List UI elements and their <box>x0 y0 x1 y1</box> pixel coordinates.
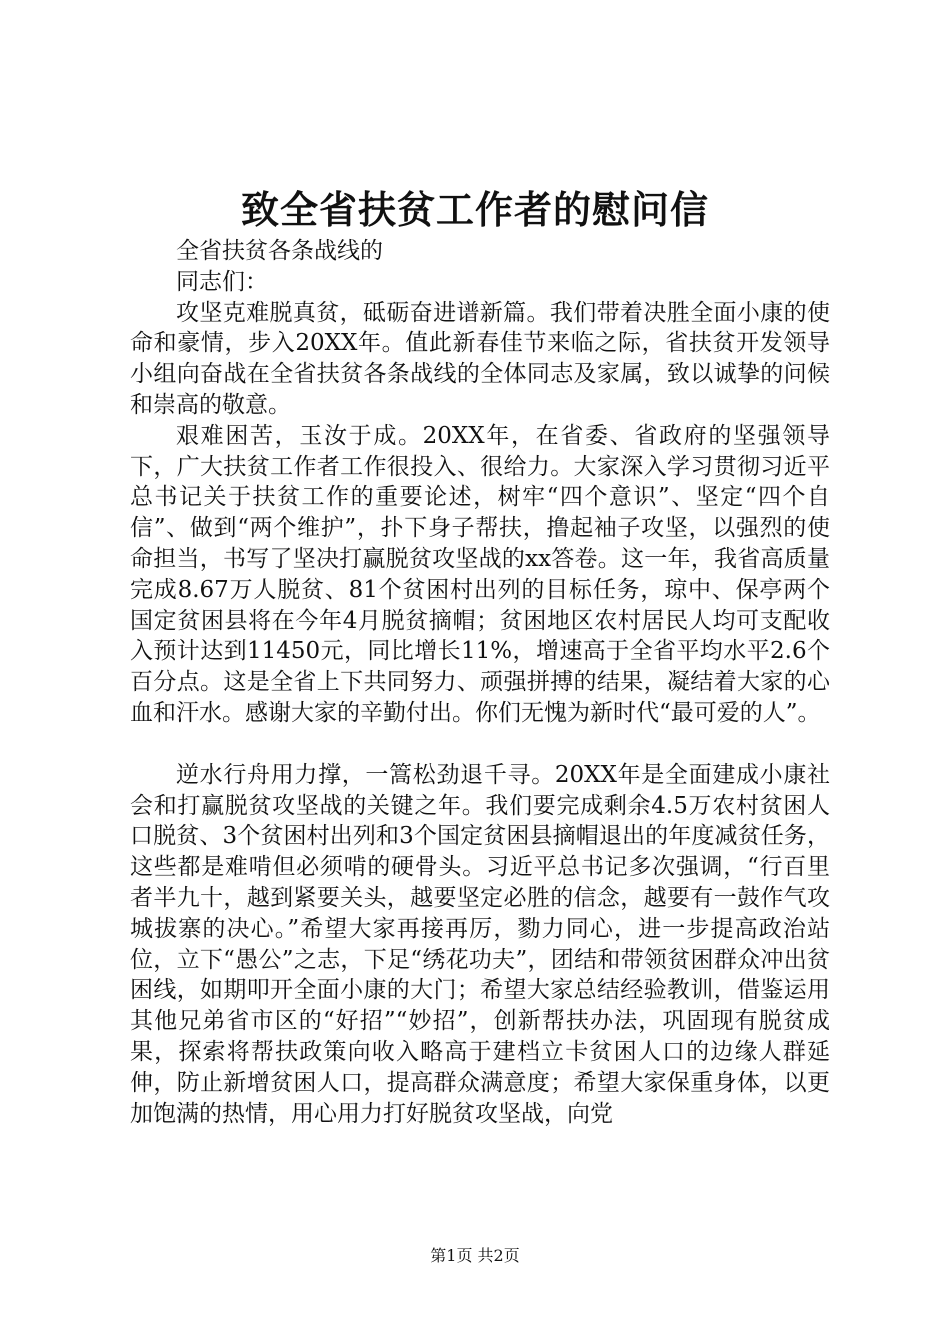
page-footer: 第1页 共2页 <box>430 1246 520 1265</box>
paragraph-1: 攻坚克难脱真贫，砥砺奋进谱新篇。我们带着决胜全面小康的使命和豪情，步入20XX年。值此新春佳节来临之际，省扶贫开发领导小组向奋战在全省扶贫各条战线的全体同志及家属，致以诚挚的问候和崇高的敬意。 <box>130 299 830 418</box>
letter-body <box>130 236 830 1129</box>
paragraph-2: 艰难困苦，玉汝于成。20XX年，在省委、省政府的坚强领导下，广大扶贫工作者工作很投入、很给力。大家深入学习贯彻习近平总书记关于扶贫工作的重要论述，树牢“四个意识”、坚定“四个自信”、做到“两个维护”，扑下身子帮扶，撸起袖子攻坚，以强烈的使命担当，书写了坚决打赢脱贫攻坚战的xx答卷。这一年，我省高质量完成8.67万人脱贫、81个贫困村出列的目标任务，琼中、保亭两个国定贫困县将在今年4月脱贫摘帽；贫困地区农村居民人均可支配收入预计达到11450元，同比增长11%，增速高于全省平均水平2.6个百分点。这是全省上下共同努力、顽强拼搏的结果，凝结着大家的心血和汗水。感谢大家的辛勤付出。你们无愧为新时代“最可爱的人”。 <box>130 422 830 726</box>
salutation-line-2: 同志们： <box>176 268 268 295</box>
document-title: 致全省扶贫工作者的慰问信 <box>240 187 709 232</box>
salutation-line-1: 全省扶贫各条战线的 <box>176 238 383 264</box>
paragraph-3: 逆水行舟用力撑，一篙松劲退千寻。20XX年是全面建成小康社会和打赢脱贫攻坚战的关键之年。我们要完成剩余4.5万农村贫困人口脱贫、3个贫困村出列和3个国定贫困县摘帽退出的年度减贫任务，这些都是难啃但必须啃的硬骨头。习近平总书记多次强调，“行百里者半九十，越到紧要关头，越要坚定必胜的信念，越要有一鼓作气攻城拔寨的决心。”希望大家再接再厉，勠力同心，进一步提高政治站位，立下“愚公”之志，下足“绣花功夫”，团结和带领贫困群众冲出贫困线，如期叩开全面小康的大门；希望大家总结经验教训，借鉴运用其他兄弟省市区的“好招”“妙招”，创新帮扶办法，巩固现有脱贫成果，探索将帮扶政策向收入略高于建档立卡贫困人口的边缘人群延伸，防止新增贫困人口，提高群众满意度；希望大家保重身体，以更加饱满的热情，用心用力打好脱贫攻坚战，向党 <box>130 761 830 1127</box>
